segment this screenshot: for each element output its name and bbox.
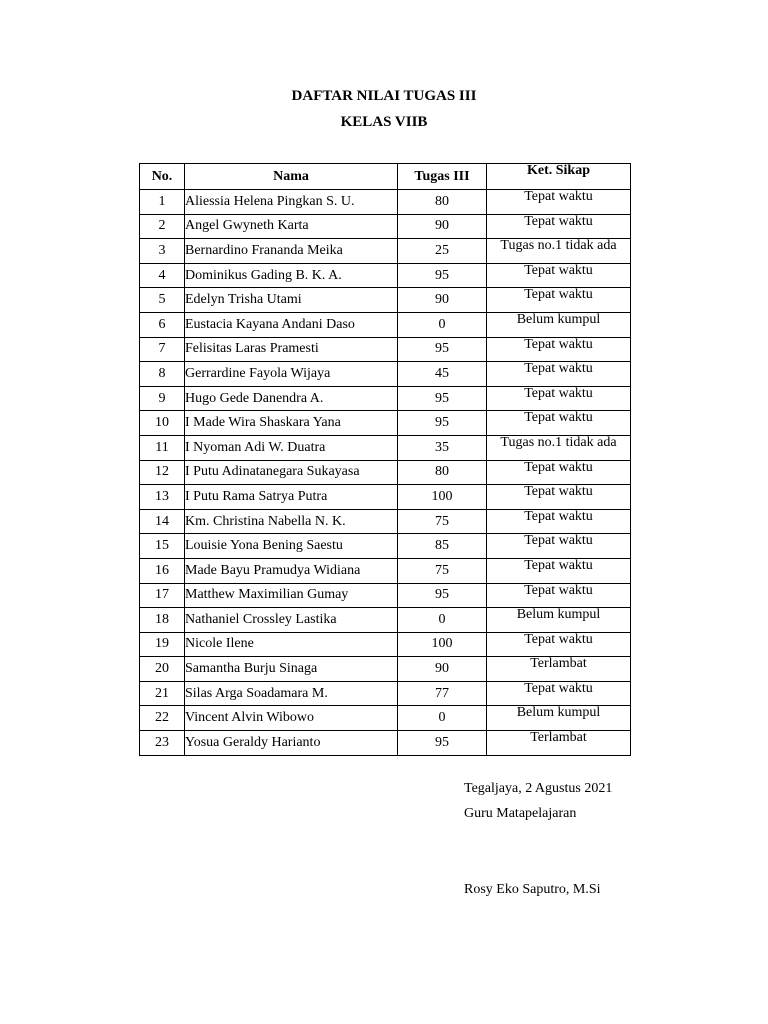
cell-ket-sikap: Tepat waktu xyxy=(487,681,631,706)
cell-no: 9 xyxy=(140,386,185,411)
cell-nilai: 100 xyxy=(398,485,487,510)
cell-ket-sikap: Tepat waktu xyxy=(487,534,631,559)
cell-nama: Dominikus Gading B. K. A. xyxy=(185,263,398,288)
cell-nama: Edelyn Trisha Utami xyxy=(185,288,398,313)
cell-nilai: 0 xyxy=(398,608,487,633)
cell-nama: Nathaniel Crossley Lastika xyxy=(185,608,398,633)
cell-no: 4 xyxy=(140,263,185,288)
cell-no: 3 xyxy=(140,239,185,264)
cell-ket-sikap: Tepat waktu xyxy=(487,632,631,657)
table-row xyxy=(140,509,631,534)
cell-nama: Eustacia Kayana Andani Daso xyxy=(185,312,398,337)
signatory-name: Rosy Eko Saputro, M.Si xyxy=(464,882,601,897)
cell-no: 22 xyxy=(140,706,185,731)
cell-nama: Bernardino Frananda Meika xyxy=(185,239,398,264)
cell-nilai: 80 xyxy=(398,190,487,215)
place-date: Tegaljaya, 2 Agustus 2021 xyxy=(464,781,613,796)
cell-nama: Km. Christina Nabella N. K. xyxy=(185,509,398,534)
cell-nama: Matthew Maximilian Gumay xyxy=(185,583,398,608)
cell-nilai: 90 xyxy=(398,657,487,682)
cell-nama: I Made Wira Shaskara Yana xyxy=(185,411,398,436)
cell-no: 18 xyxy=(140,608,185,633)
cell-no: 1 xyxy=(140,190,185,215)
table-row xyxy=(140,460,631,485)
cell-ket-sikap: Tepat waktu xyxy=(487,337,631,362)
cell-no: 2 xyxy=(140,214,185,239)
cell-nama: I Putu Adinatanegara Sukayasa xyxy=(185,460,398,485)
cell-nama: Louisie Yona Bening Saestu xyxy=(185,534,398,559)
cell-ket-sikap: Tepat waktu xyxy=(487,509,631,534)
header-tugas: Tugas III xyxy=(398,164,487,190)
cell-no: 15 xyxy=(140,534,185,559)
cell-nama: Nicole Ilene xyxy=(185,632,398,657)
cell-nilai: 95 xyxy=(398,337,487,362)
cell-ket-sikap: Tepat waktu xyxy=(487,263,631,288)
cell-ket-sikap: Belum kumpul xyxy=(487,312,631,337)
document-title: DAFTAR NILAI TUGAS III xyxy=(291,88,477,104)
table-row xyxy=(140,288,631,313)
cell-no: 5 xyxy=(140,288,185,313)
cell-nama: Gerrardine Fayola Wijaya xyxy=(185,362,398,387)
cell-nilai: 100 xyxy=(398,632,487,657)
cell-ket-sikap: Tugas no.1 tidak ada xyxy=(487,435,631,460)
table-row xyxy=(140,239,631,264)
table-row xyxy=(140,632,631,657)
header-ket-sikap: Ket. Sikap xyxy=(487,164,631,190)
table-body xyxy=(140,190,631,756)
signatory-role: Guru Matapelajaran xyxy=(464,806,577,821)
cell-nama: I Nyoman Adi W. Duatra xyxy=(185,435,398,460)
table-row xyxy=(140,190,631,215)
table-row xyxy=(140,386,631,411)
cell-nilai: 75 xyxy=(398,509,487,534)
cell-nilai: 35 xyxy=(398,435,487,460)
cell-no: 23 xyxy=(140,731,185,756)
cell-nilai: 80 xyxy=(398,460,487,485)
cell-no: 14 xyxy=(140,509,185,534)
cell-ket-sikap: Tepat waktu xyxy=(487,411,631,436)
table-header-row xyxy=(140,164,631,190)
cell-no: 11 xyxy=(140,435,185,460)
table-row xyxy=(140,485,631,510)
cell-no: 20 xyxy=(140,657,185,682)
cell-ket-sikap: Tepat waktu xyxy=(487,386,631,411)
cell-no: 12 xyxy=(140,460,185,485)
cell-ket-sikap: Tepat waktu xyxy=(487,583,631,608)
cell-ket-sikap: Belum kumpul xyxy=(487,608,631,633)
cell-no: 10 xyxy=(140,411,185,436)
cell-nilai: 95 xyxy=(398,263,487,288)
cell-ket-sikap: Tepat waktu xyxy=(487,214,631,239)
cell-nilai: 75 xyxy=(398,558,487,583)
header-nama: Nama xyxy=(185,164,398,190)
table-row xyxy=(140,534,631,559)
table-row xyxy=(140,731,631,756)
cell-ket-sikap: Tepat waktu xyxy=(487,558,631,583)
table-row xyxy=(140,411,631,436)
table-row xyxy=(140,608,631,633)
cell-nilai: 45 xyxy=(398,362,487,387)
cell-no: 19 xyxy=(140,632,185,657)
cell-nama: Vincent Alvin Wibowo xyxy=(185,706,398,731)
table-row xyxy=(140,214,631,239)
table-row xyxy=(140,681,631,706)
table-row xyxy=(140,706,631,731)
cell-nama: I Putu Rama Satrya Putra xyxy=(185,485,398,510)
cell-ket-sikap: Tepat waktu xyxy=(487,362,631,387)
cell-nama: Felisitas Laras Pramesti xyxy=(185,337,398,362)
table-row xyxy=(140,583,631,608)
cell-nilai: 25 xyxy=(398,239,487,264)
cell-no: 6 xyxy=(140,312,185,337)
header-no: No. xyxy=(140,164,185,190)
cell-nilai: 90 xyxy=(398,288,487,313)
cell-nilai: 95 xyxy=(398,386,487,411)
cell-nama: Aliessia Helena Pingkan S. U. xyxy=(185,190,398,215)
table-row xyxy=(140,362,631,387)
cell-ket-sikap: Tepat waktu xyxy=(487,485,631,510)
cell-nama: Samantha Burju Sinaga xyxy=(185,657,398,682)
table-row xyxy=(140,558,631,583)
cell-ket-sikap: Tepat waktu xyxy=(487,460,631,485)
cell-nilai: 95 xyxy=(398,583,487,608)
cell-no: 8 xyxy=(140,362,185,387)
cell-nama: Silas Arga Soadamara M. xyxy=(185,681,398,706)
cell-nilai: 95 xyxy=(398,411,487,436)
document-subtitle-class: KELAS VIIB xyxy=(340,114,428,130)
cell-no: 16 xyxy=(140,558,185,583)
table-row xyxy=(140,263,631,288)
cell-nilai: 85 xyxy=(398,534,487,559)
table-row xyxy=(140,657,631,682)
cell-no: 7 xyxy=(140,337,185,362)
cell-no: 21 xyxy=(140,681,185,706)
cell-ket-sikap: Terlambat xyxy=(487,731,631,756)
cell-nama: Yosua Geraldy Harianto xyxy=(185,731,398,756)
grades-table xyxy=(139,163,631,756)
cell-ket-sikap: Tepat waktu xyxy=(487,190,631,215)
cell-no: 17 xyxy=(140,583,185,608)
cell-nama: Angel Gwyneth Karta xyxy=(185,214,398,239)
table-row xyxy=(140,312,631,337)
cell-ket-sikap: Belum kumpul xyxy=(487,706,631,731)
table-row xyxy=(140,337,631,362)
cell-ket-sikap: Terlambat xyxy=(487,657,631,682)
cell-ket-sikap: Tugas no.1 tidak ada xyxy=(487,239,631,264)
cell-nilai: 0 xyxy=(398,312,487,337)
cell-nilai: 77 xyxy=(398,681,487,706)
cell-nama: Hugo Gede Danendra A. xyxy=(185,386,398,411)
cell-no: 13 xyxy=(140,485,185,510)
cell-nama: Made Bayu Pramudya Widiana xyxy=(185,558,398,583)
table-row xyxy=(140,435,631,460)
cell-nilai: 95 xyxy=(398,731,487,756)
cell-ket-sikap: Tepat waktu xyxy=(487,288,631,313)
cell-nilai: 0 xyxy=(398,706,487,731)
cell-nilai: 90 xyxy=(398,214,487,239)
